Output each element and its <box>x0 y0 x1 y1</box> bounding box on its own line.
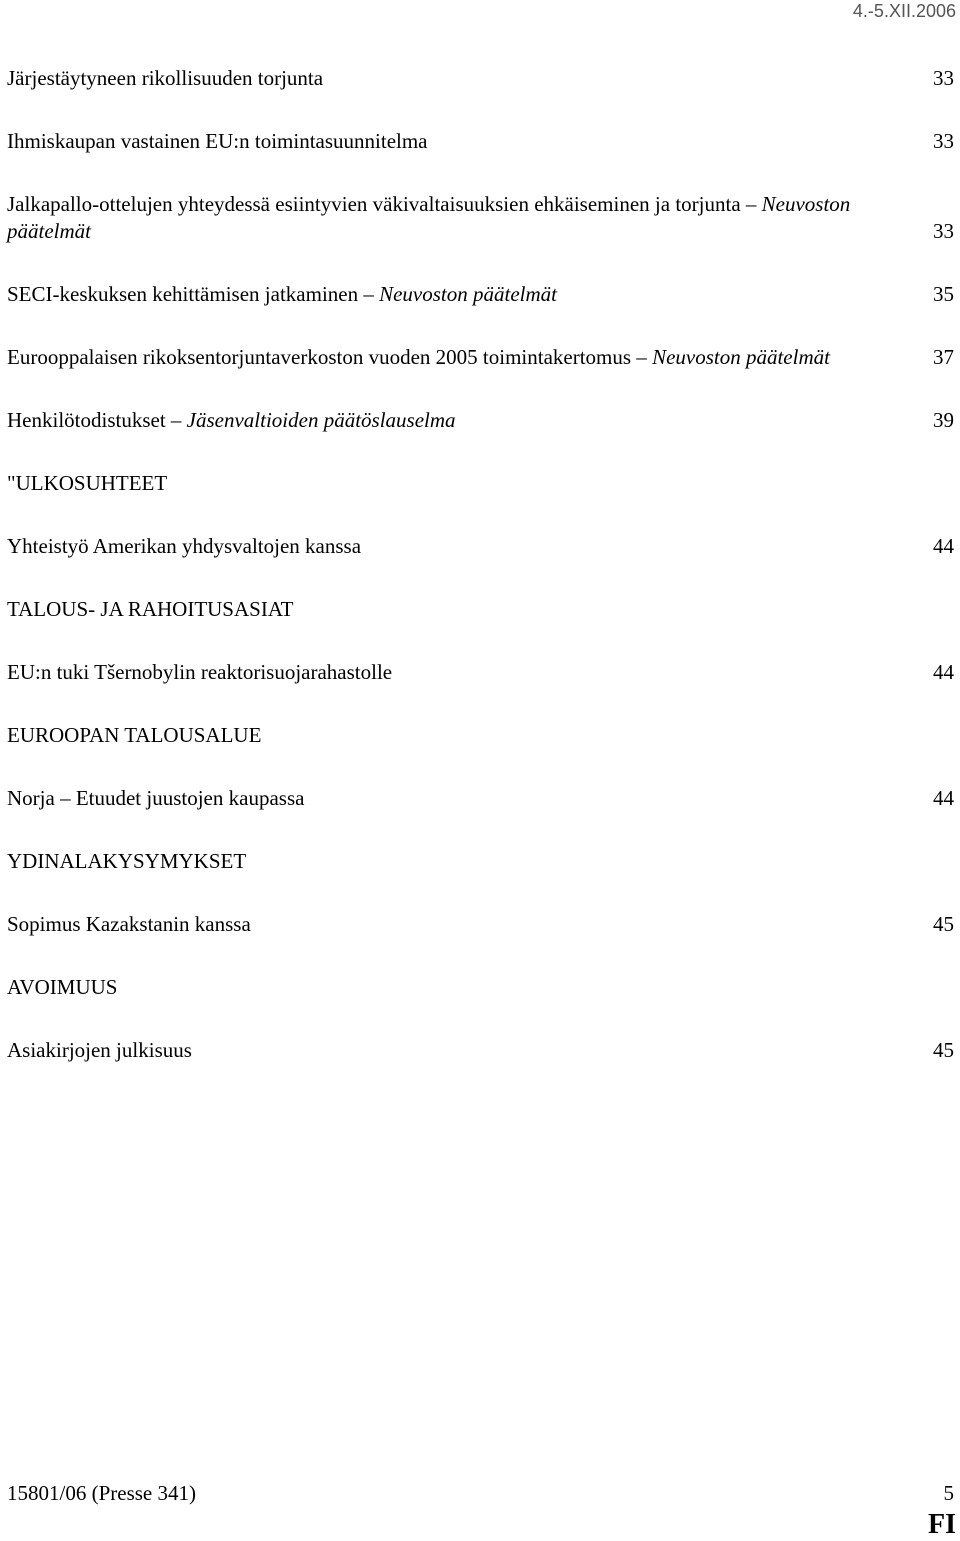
toc-entry-qualifier: Neuvoston päätelmät <box>379 282 557 306</box>
toc-entry-title: TALOUS- JA RAHOITUSASIAT <box>7 597 294 621</box>
toc-entry <box>7 407 954 434</box>
toc-entry-title: "ULKOSUHTEET <box>7 471 168 495</box>
toc-entry-title: EUROOPAN TALOUSALUE <box>7 723 262 747</box>
toc-entry-page-number: 45 <box>933 1038 954 1062</box>
toc-entry <box>7 1037 954 1064</box>
toc-entry-page-number: 37 <box>933 345 954 369</box>
toc-entry-qualifier: Neuvoston päätelmät <box>652 345 830 369</box>
toc-entry-title: Asiakirjojen julkisuus <box>7 1038 192 1062</box>
toc-entry-page-number: 44 <box>933 534 954 558</box>
toc-entry-page-number: 33 <box>933 66 954 90</box>
footer-page-number: 5 <box>943 1481 954 1505</box>
footer-language-code: FI <box>928 1509 956 1540</box>
toc-entry-page-number: 35 <box>933 282 954 306</box>
toc-entry <box>7 344 954 371</box>
toc-entry-title: Ihmiskaupan vastainen EU:n toimintasuunnitelma <box>7 129 428 153</box>
header-date: 4.-5.XII.2006 <box>852 1 956 21</box>
toc-section-heading <box>7 974 954 1001</box>
toc-entry-page-number: 45 <box>933 912 954 936</box>
toc-section-heading <box>7 848 954 875</box>
toc-entry <box>7 128 954 155</box>
toc-section-heading <box>7 470 954 497</box>
toc-entry <box>7 65 954 92</box>
toc-entry-title: Sopimus Kazakstanin kanssa <box>7 912 251 936</box>
toc-entry <box>7 533 954 560</box>
toc-entry-page-number: 33 <box>933 219 954 243</box>
toc-entry-qualifier: Jäsenvaltioiden päätöslauselma <box>186 408 456 432</box>
toc-entry-title: SECI-keskuksen kehittämisen jatkaminen – <box>7 282 380 306</box>
toc-entry-page-number: 44 <box>933 786 954 810</box>
toc-section-heading <box>7 722 954 749</box>
toc-entry-qualifier: Neuvoston päätelmät <box>7 192 851 243</box>
toc-entry <box>7 281 954 308</box>
toc-entry-page-number: 44 <box>933 660 954 684</box>
toc-entry <box>7 785 954 812</box>
toc-entry-page-number: 33 <box>933 129 954 153</box>
table-of-contents <box>7 65 954 1100</box>
toc-section-heading <box>7 596 954 623</box>
toc-entry <box>7 911 954 938</box>
toc-entry <box>7 191 954 245</box>
toc-entry-title: Eurooppalaisen rikoksentorjuntaverkoston vuoden 2005 toimintakertomus – <box>7 345 653 369</box>
toc-entry-title: Jalkapallo-ottelujen yhteydessä esiintyvien väkivaltaisuuksien ehkäiseminen ja torjunta – <box>7 192 762 216</box>
footer-doc-reference: 15801/06 (Presse 341) <box>7 1481 196 1505</box>
toc-entry-title: AVOIMUUS <box>7 975 118 999</box>
toc-entry-title: EU:n tuki Tšernobylin reaktorisuojarahastolle <box>7 660 393 684</box>
toc-entry-title: Norja – Etuudet juustojen kaupassa <box>7 786 305 810</box>
toc-entry-title: Järjestäytyneen rikollisuuden torjunta <box>7 66 324 90</box>
toc-entry-title: Yhteistyö Amerikan yhdysvaltojen kanssa <box>7 534 362 558</box>
toc-entry-page-number: 39 <box>933 408 954 432</box>
toc-entry-title: Henkilötodistukset – <box>7 408 187 432</box>
toc-entry <box>7 659 954 686</box>
toc-entry-title: YDINALAKYSYMYKSET <box>7 849 247 873</box>
